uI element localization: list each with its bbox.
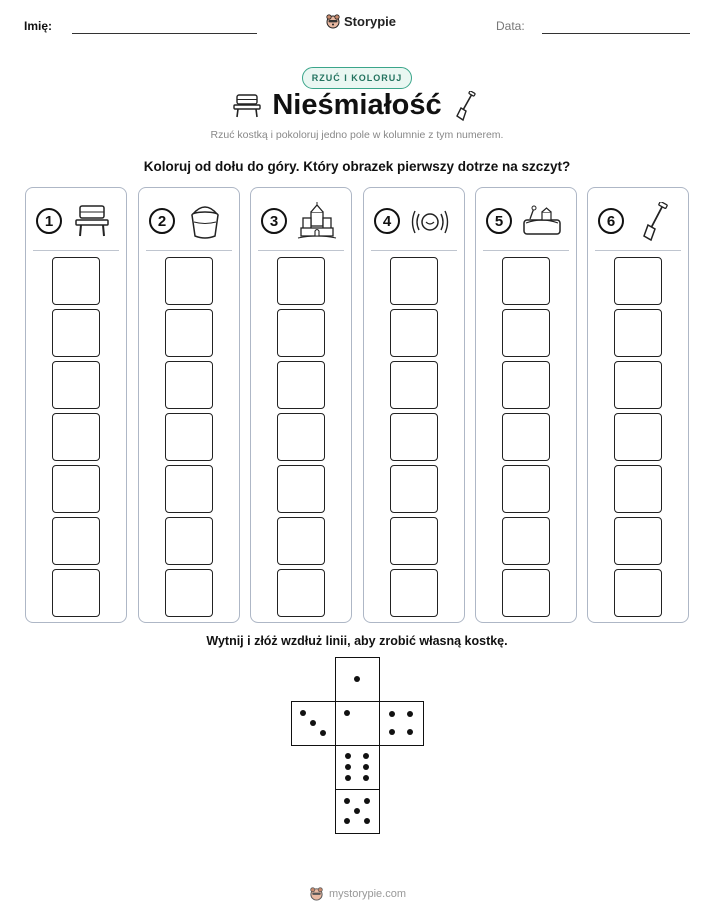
dice-pip — [407, 729, 413, 735]
dice-pip — [363, 753, 369, 759]
column-6 — [587, 187, 689, 623]
dice-pip — [345, 764, 351, 770]
color-cell[interactable] — [614, 257, 662, 305]
color-cell[interactable] — [502, 413, 550, 461]
column-5 — [475, 187, 577, 623]
dice-pip — [344, 710, 350, 716]
storypie-mascot-icon — [325, 13, 341, 29]
column-divider — [371, 250, 457, 251]
brand-name: Storypie — [344, 13, 397, 29]
color-cell[interactable] — [390, 517, 438, 565]
dice-pip — [364, 798, 370, 804]
activity-badge: RZUĆ I KOLORUJ — [302, 67, 412, 89]
dice-pip — [354, 808, 360, 814]
bucket-icon — [185, 202, 225, 242]
dice-pip — [363, 775, 369, 781]
column-number: 5 — [486, 208, 512, 234]
dice-pip — [363, 764, 369, 770]
color-cell[interactable] — [502, 257, 550, 305]
column-divider — [33, 250, 119, 251]
name-label: Imię: — [24, 19, 53, 33]
color-cell[interactable] — [502, 309, 550, 357]
column-divider — [595, 250, 681, 251]
column-3 — [250, 187, 352, 623]
column-number: 4 — [374, 208, 400, 234]
color-cell[interactable] — [614, 465, 662, 513]
dice-face-left — [291, 701, 336, 746]
color-cell[interactable] — [165, 361, 213, 409]
color-cell[interactable] — [502, 517, 550, 565]
shovel-icon — [453, 91, 477, 123]
color-cell[interactable] — [277, 465, 325, 513]
color-cell[interactable] — [614, 413, 662, 461]
dice-pip — [364, 818, 370, 824]
column-header — [261, 202, 343, 242]
dice-face-bottom — [335, 789, 380, 834]
dice-pip — [389, 711, 395, 717]
dice-pip — [345, 775, 351, 781]
color-cell[interactable] — [165, 465, 213, 513]
color-cell[interactable] — [614, 569, 662, 617]
column-header — [36, 202, 118, 242]
color-cell[interactable] — [390, 309, 438, 357]
footer-url[interactable]: mystorypie.com — [329, 887, 407, 900]
color-cell[interactable] — [277, 361, 325, 409]
dice-pip — [344, 798, 350, 804]
column-1 — [25, 187, 127, 623]
column-header — [598, 202, 680, 242]
color-cell[interactable] — [614, 361, 662, 409]
dice-pip — [354, 676, 360, 682]
color-cell[interactable] — [52, 517, 100, 565]
color-cell[interactable] — [165, 309, 213, 357]
bench-icon — [72, 202, 112, 242]
column-number: 1 — [36, 208, 62, 234]
color-cell[interactable] — [614, 309, 662, 357]
dice-pip — [300, 710, 306, 716]
page-title: Nieśmiałość — [272, 89, 442, 121]
sandcastle-icon — [297, 202, 337, 242]
page-subtitle: Rzuć kostką i pokoloruj jedno pole w kolumnie z tym numerem. — [210, 129, 504, 141]
color-cell[interactable] — [165, 413, 213, 461]
column-divider — [258, 250, 344, 251]
color-cell[interactable] — [52, 465, 100, 513]
color-cell[interactable] — [502, 361, 550, 409]
color-cell[interactable] — [52, 309, 100, 357]
color-cell[interactable] — [390, 413, 438, 461]
column-4 — [363, 187, 465, 623]
column-header — [149, 202, 231, 242]
color-cell[interactable] — [277, 517, 325, 565]
color-cell[interactable] — [390, 465, 438, 513]
name-line[interactable] — [72, 33, 257, 34]
sandbox-icon — [522, 202, 562, 242]
color-cell[interactable] — [52, 361, 100, 409]
color-cell[interactable] — [52, 569, 100, 617]
color-cell[interactable] — [277, 569, 325, 617]
color-cell[interactable] — [52, 257, 100, 305]
color-cell[interactable] — [390, 569, 438, 617]
dice-pip — [407, 711, 413, 717]
color-cell[interactable] — [52, 413, 100, 461]
dice-face-right — [379, 701, 424, 746]
color-cell[interactable] — [277, 257, 325, 305]
column-divider — [483, 250, 569, 251]
color-cell[interactable] — [502, 465, 550, 513]
column-divider — [146, 250, 232, 251]
color-cell[interactable] — [277, 309, 325, 357]
brand-logo — [325, 13, 396, 29]
column-number: 3 — [261, 208, 287, 234]
coloring-instruction: Koloruj od dołu do góry. Który obrazek pierwszy dotrze na szczyt? — [143, 159, 571, 174]
cut-instruction: Wytnij i złóż wzdłuż linii, aby zrobić własną kostkę. — [206, 634, 508, 648]
color-cell[interactable] — [165, 517, 213, 565]
dice-pip — [389, 729, 395, 735]
color-cell[interactable] — [502, 569, 550, 617]
color-cell[interactable] — [614, 517, 662, 565]
dice-pip — [310, 720, 316, 726]
footer — [309, 886, 406, 901]
color-cell[interactable] — [390, 361, 438, 409]
column-header — [374, 202, 456, 242]
dice-face-top — [335, 657, 380, 702]
column-number: 6 — [598, 208, 624, 234]
shy-face-icon — [410, 202, 450, 242]
color-cell[interactable] — [165, 569, 213, 617]
shovel-icon — [634, 202, 674, 242]
color-cell[interactable] — [390, 257, 438, 305]
dice-pip — [344, 818, 350, 824]
column-header — [486, 202, 568, 242]
dice-face-center — [335, 701, 380, 746]
column-2 — [138, 187, 240, 623]
dice-pip — [345, 753, 351, 759]
column-number: 2 — [149, 208, 175, 234]
dice-pip — [320, 730, 326, 736]
date-line[interactable] — [542, 33, 690, 34]
color-cell[interactable] — [277, 413, 325, 461]
storypie-mascot-icon — [309, 886, 324, 901]
dice-face-lower — [335, 745, 380, 790]
color-cell[interactable] — [165, 257, 213, 305]
date-label: Data: — [496, 19, 525, 33]
